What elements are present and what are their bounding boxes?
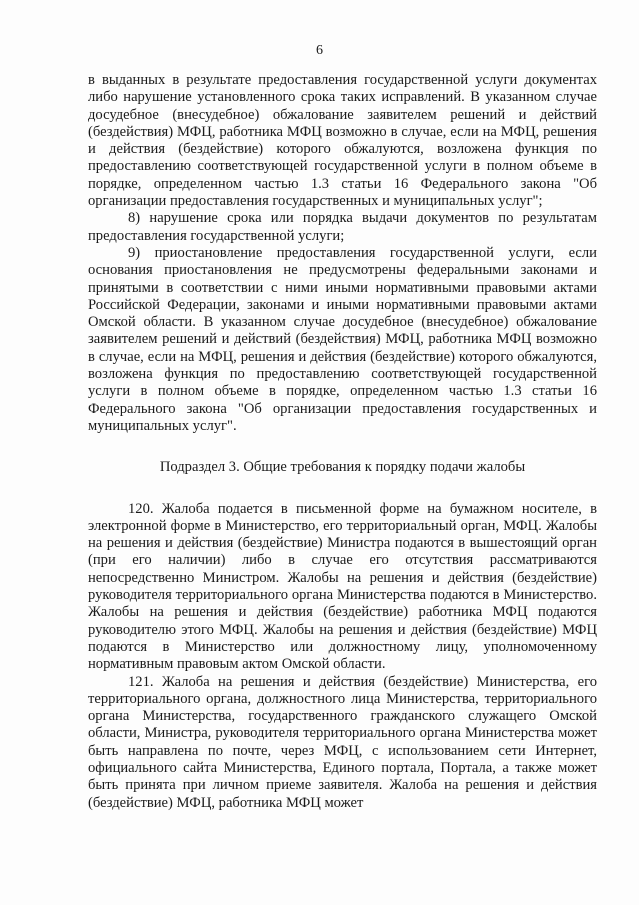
page-number: 6 xyxy=(316,43,323,58)
paragraph-120: 120. Жалоба подается в письменной форме на бумажном носителе, в электронной форме в Министерство, его территориальный орган, МФЦ. Жалобы на решения и действия (бездействие) Министра подаются в вышестоящий орган (при его наличии) либо в случае его отсутствия рассматриваются непосредственно Министром. Жалобы на решения и действия (бездействие) руководителя территориального органа Министерства подаются в Министерство. Жалобы на решения и действия (бездействие) работника МФЦ подаются руководителю этого МФЦ. Жалобы на решения и действия (бездействие) МФЦ подаются в Министерство или должностному лицу, уполномоченному нормативным правовым актом Омской области. xyxy=(88,500,597,673)
list-item-8: 8) нарушение срока или порядка выдачи документов по результатам предоставления государственной услуги; xyxy=(88,210,597,244)
paragraph-121: 121. Жалоба на решения и действия (бездействие) Министерства, его территориального органа, должностного лица Министерства, территориального органа Министерства, государственного гражданского служащего Омской области, Министра, руководителя территориального органа Министерства может быть направлена по почте, через МФЦ, с использованием сети Интернет, официального сайта Министерства, Единого портала, Портала, а также может быть принята при личном приеме заявителя. Жалоба на решения и действия (бездействие) МФЦ, работника МФЦ может xyxy=(88,673,597,811)
document-body xyxy=(88,72,597,812)
subsection-heading: Подраздел 3. Общие требования к порядку подачи жалобы xyxy=(159,459,526,476)
list-item-9: 9) приостановление предоставления государственной услуги, если основания приостановления не предусмотрены федеральными законами и принятыми в соответствии с ними иными нормативными правовыми актами Российской Федерации, законами и иными нормативными правовыми актами Омской области. В указанном случае досудебное (внесудебное) обжалование заявителем решений и действий (бездействия) МФЦ, работника МФЦ возможно в случае, если на МФЦ, решения и действия (бездействие) которого обжалуются, возложена функция по предоставлению соответствующей государственной услуги в полном объеме в порядке, определенном частью 1.3 статьи 16 Федерального закона "Об организации предоставления государственных и муниципальных услуг". xyxy=(88,244,597,434)
paragraph-continuation: в выданных в результате предоставления государственной услуги документах либо нарушение установленного срока таких исправлений. В указанном случае досудебное (внесудебное) обжалование заявителем решений и действий (бездействия) МФЦ, работника МФЦ возможно в случае, если на МФЦ, решения и действия (бездействие) которого обжалуются, возложена функция по предоставлению соответствующей государственной услуги в полном объеме в порядке, определенном частью 1.3 статьи 16 Федерального закона "Об организации предоставления государственных и муниципальных услуг"; xyxy=(88,72,597,210)
